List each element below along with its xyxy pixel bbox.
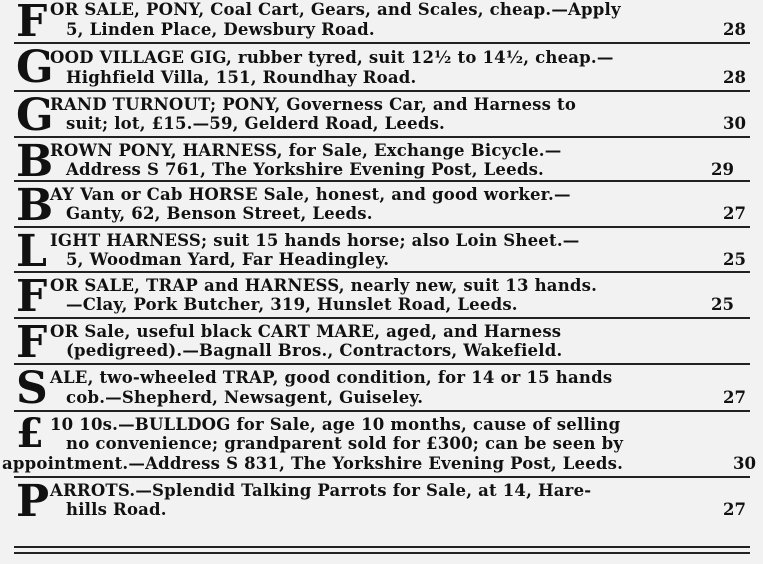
ad-line-1: AY Van or Cab HORSE Sale, honest, and good worker.— (50, 185, 571, 204)
ad-line-1: OOD VILLAGE GIG, rubber tyred, suit 12½ to 14½, cheap.— (50, 48, 614, 67)
drop-cap: S (16, 363, 47, 414)
drop-cap: B (16, 136, 53, 187)
ad-trap-harness (14, 271, 750, 322)
drop-cap: F (16, 271, 47, 322)
ad-line-2: hills Road. (66, 500, 167, 519)
ad-number: 27 (723, 500, 746, 519)
bottom-rule-double (14, 552, 750, 554)
drop-cap: L (16, 226, 46, 277)
ad-line-1: RAND TURNOUT; PONY, Governess Car, and Harness to (50, 95, 577, 114)
ad-line-1: IGHT HARNESS; suit 15 hands horse; also Loin Sheet.— (50, 231, 580, 250)
ad-line-2: —Clay, Pork Butcher, 319, Hunslet Road, Leeds. (66, 295, 518, 314)
drop-cap: G (16, 42, 53, 93)
drop-cap: B (16, 180, 53, 231)
ad-line-3: appointment.—Address S 831, The Yorkshire Evening Post, Leeds. (2, 454, 624, 473)
drop-cap: £ (16, 410, 43, 457)
ad-line-2: Address S 761, The Yorkshire Evening Post, Leeds. (66, 160, 545, 179)
ad-line-1: ROWN PONY, HARNESS, for Sale, Exchange Bicycle.— (50, 141, 562, 160)
ad-pony-coal-cart (14, 0, 750, 47)
ad-parrots (14, 476, 750, 527)
ad-number: 28 (723, 20, 746, 39)
ad-number: 25 (711, 295, 734, 314)
ad-light-harness (14, 226, 750, 277)
ad-bulldog (2, 410, 756, 478)
ad-line-2: 5, Woodman Yard, Far Headingley. (66, 250, 390, 269)
ad-line-2: Ganty, 62, Benson Street, Leeds. (66, 204, 373, 223)
ad-line-2: 5, Linden Place, Dewsbury Road. (66, 20, 375, 39)
ad-number: 30 (733, 454, 756, 473)
ad-bay-van-horse (14, 180, 750, 231)
ad-line-1: OR SALE, PONY, Coal Cart, Gears, and Scales, cheap.—Apply (50, 0, 621, 19)
ad-line-2: (pedigreed).—Bagnall Bros., Contractors, Wakefield. (66, 341, 563, 360)
ad-line-1: ALE, two-wheeled TRAP, good condition, for 14 or 15 hands (50, 368, 613, 387)
drop-cap: G (16, 90, 53, 141)
ad-line-2: suit; lot, £15.—59, Gelderd Road, Leeds. (66, 114, 446, 133)
ad-brown-pony (14, 136, 750, 187)
ad-number: 29 (711, 160, 734, 179)
ad-number: 27 (723, 204, 746, 223)
classified-column (2, 0, 756, 527)
drop-cap: F (16, 0, 47, 47)
bottom-rule (14, 546, 750, 548)
ad-two-wheeled-trap (14, 365, 750, 412)
ad-number: 28 (723, 68, 746, 87)
ad-line-2: Highfield Villa, 151, Roundhay Road. (66, 68, 417, 87)
ad-grand-turnout (14, 90, 750, 141)
ad-line-2: no convenience; grandparent sold for £300; can be seen by (66, 434, 624, 453)
ad-line-1: OR SALE, TRAP and HARNESS, nearly new, suit 13 hands. (50, 276, 598, 295)
ad-number: 27 (723, 388, 746, 407)
ad-number: 25 (723, 250, 746, 269)
ad-cart-mare (14, 317, 750, 368)
ad-number: 30 (723, 114, 746, 133)
drop-cap: P (16, 476, 49, 527)
ad-village-gig (14, 44, 750, 92)
ad-line-1: ARROTS.—Splendid Talking Parrots for Sale, at 14, Hare- (50, 481, 592, 500)
ad-line-2: cob.—Shepherd, Newsagent, Guiseley. (66, 388, 424, 407)
drop-cap: F (16, 317, 47, 368)
ad-line-1: 10 10s.—BULLDOG for Sale, age 10 months, cause of selling (50, 415, 621, 434)
ad-line-1: OR Sale, useful black CART MARE, aged, and Harness (50, 322, 562, 341)
